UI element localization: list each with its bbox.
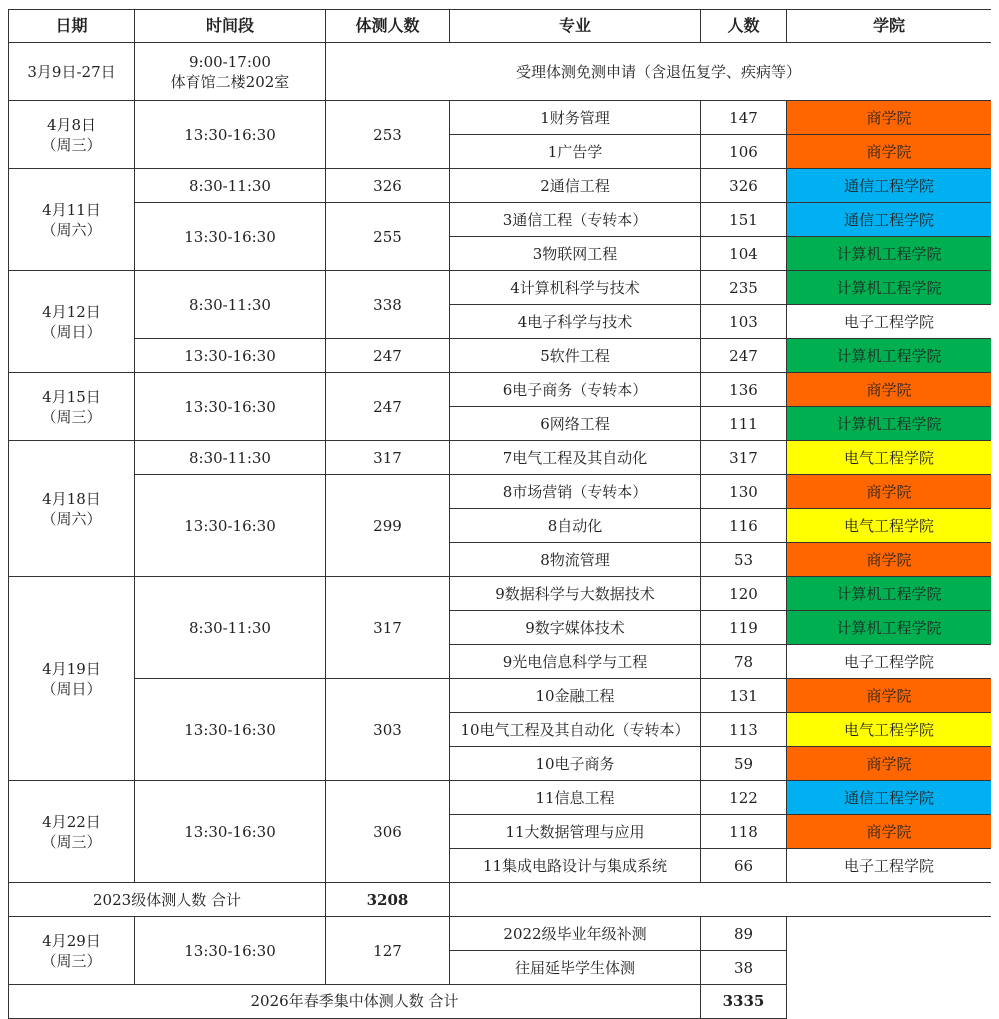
major-cell: 11大数据管理与应用 — [450, 815, 701, 849]
total-2023-row — [9, 883, 992, 917]
people-cell: 59 — [701, 747, 787, 781]
weekday-text: （周日） — [41, 322, 102, 341]
table-row — [9, 101, 992, 135]
date-cell — [9, 577, 135, 781]
count-cell: 255 — [326, 203, 450, 271]
major-cell: 11集成电路设计与集成系统 — [450, 849, 701, 883]
people-cell: 66 — [701, 849, 787, 883]
header-date: 日期 — [9, 10, 135, 43]
schedule-document — [8, 9, 991, 1019]
time-cell: 13:30-16:30 — [135, 339, 326, 373]
major-cell: 8物流管理 — [450, 543, 701, 577]
table-row — [9, 577, 992, 611]
college-cell: 商学院 — [787, 747, 992, 781]
weekday-text: （周日） — [41, 679, 102, 698]
grand-total-value: 3335 — [701, 985, 787, 1019]
college-cell: 电气工程学院 — [787, 441, 992, 475]
people-cell: 247 — [701, 339, 787, 373]
table-row — [9, 781, 992, 815]
major-cell: 6电子商务（专转本） — [450, 373, 701, 407]
makeup-college-blank — [787, 917, 992, 1019]
college-cell: 通信工程学院 — [787, 781, 992, 815]
people-cell: 120 — [701, 577, 787, 611]
college-cell: 通信工程学院 — [787, 169, 992, 203]
total-2023-value: 3208 — [326, 883, 450, 917]
college-cell: 电气工程学院 — [787, 713, 992, 747]
makeup-people-cell: 89 — [701, 917, 787, 951]
people-cell: 53 — [701, 543, 787, 577]
count-cell: 306 — [326, 781, 450, 883]
people-cell: 151 — [701, 203, 787, 237]
makeup-people-cell: 38 — [701, 951, 787, 985]
people-cell: 317 — [701, 441, 787, 475]
weekday-text: （周三） — [41, 832, 102, 851]
makeup-date-text: 4月29日 — [42, 931, 101, 950]
time-cell: 13:30-16:30 — [135, 679, 326, 781]
exemption-row — [9, 43, 992, 101]
count-cell: 326 — [326, 169, 450, 203]
table-row — [9, 441, 992, 475]
table-row — [9, 339, 992, 373]
date-text: 4月15日 — [42, 387, 101, 406]
weekday-text: （周六） — [41, 220, 102, 239]
header-count: 体测人数 — [326, 10, 450, 43]
major-cell: 7电气工程及其自动化 — [450, 441, 701, 475]
major-cell: 10电子商务 — [450, 747, 701, 781]
major-cell: 4电子科学与技术 — [450, 305, 701, 339]
college-cell: 电气工程学院 — [787, 509, 992, 543]
time-cell: 13:30-16:30 — [135, 373, 326, 441]
major-cell: 8市场营销（专转本） — [450, 475, 701, 509]
time-cell: 13:30-16:30 — [135, 781, 326, 883]
date-text: 4月8日 — [46, 115, 97, 134]
college-cell: 计算机工程学院 — [787, 339, 992, 373]
major-cell: 9光电信息科学与工程 — [450, 645, 701, 679]
people-cell: 106 — [701, 135, 787, 169]
people-cell: 78 — [701, 645, 787, 679]
count-cell: 317 — [326, 441, 450, 475]
makeup-date-cell — [9, 917, 135, 985]
exemption-time — [135, 43, 326, 101]
table-row — [9, 203, 992, 237]
major-cell: 9数字媒体技术 — [450, 611, 701, 645]
major-cell: 5软件工程 — [450, 339, 701, 373]
major-cell: 8自动化 — [450, 509, 701, 543]
people-cell: 147 — [701, 101, 787, 135]
exemption-time-hours: 9:00-17:00 — [189, 52, 271, 71]
date-text: 4月18日 — [42, 489, 101, 508]
people-cell: 326 — [701, 169, 787, 203]
total-2023-blank — [450, 883, 992, 917]
count-cell: 253 — [326, 101, 450, 169]
college-cell: 电子工程学院 — [787, 849, 992, 883]
date-cell — [9, 781, 135, 883]
makeup-major-cell: 2022级毕业年级补测 — [450, 917, 701, 951]
date-cell — [9, 271, 135, 373]
major-cell: 10金融工程 — [450, 679, 701, 713]
college-cell: 商学院 — [787, 101, 992, 135]
major-cell: 1财务管理 — [450, 101, 701, 135]
college-cell: 计算机工程学院 — [787, 577, 992, 611]
header-major: 专业 — [450, 10, 701, 43]
header-row — [9, 10, 992, 43]
table-row — [9, 475, 992, 509]
exemption-location: 体育馆二楼202室 — [170, 72, 290, 91]
people-cell: 103 — [701, 305, 787, 339]
count-cell: 247 — [326, 373, 450, 441]
college-cell: 计算机工程学院 — [787, 407, 992, 441]
table-row — [9, 679, 992, 713]
date-cell — [9, 169, 135, 271]
major-cell: 6网络工程 — [450, 407, 701, 441]
date-cell — [9, 441, 135, 577]
college-cell: 通信工程学院 — [787, 203, 992, 237]
makeup-row — [9, 917, 992, 951]
college-cell: 计算机工程学院 — [787, 611, 992, 645]
major-cell: 2通信工程 — [450, 169, 701, 203]
makeup-weekday-text: （周三） — [41, 951, 102, 970]
time-cell: 13:30-16:30 — [135, 101, 326, 169]
people-cell: 111 — [701, 407, 787, 441]
makeup-time-cell: 13:30-16:30 — [135, 917, 326, 985]
weekday-text: （周三） — [41, 135, 102, 154]
time-cell: 8:30-11:30 — [135, 441, 326, 475]
exemption-note: 受理体测免测申请（含退伍复学、疾病等） — [326, 43, 992, 101]
date-text: 4月11日 — [42, 200, 101, 219]
college-cell: 商学院 — [787, 135, 992, 169]
people-cell: 122 — [701, 781, 787, 815]
count-cell: 317 — [326, 577, 450, 679]
count-cell: 338 — [326, 271, 450, 339]
major-cell: 1广告学 — [450, 135, 701, 169]
makeup-count-cell: 127 — [326, 917, 450, 985]
exemption-date: 3月9日-27日 — [9, 43, 135, 101]
weekday-text: （周六） — [41, 509, 102, 528]
date-text: 4月12日 — [42, 302, 101, 321]
people-cell: 119 — [701, 611, 787, 645]
major-cell: 4计算机科学与技术 — [450, 271, 701, 305]
schedule-table — [8, 9, 991, 1019]
time-cell: 8:30-11:30 — [135, 577, 326, 679]
college-cell: 电子工程学院 — [787, 645, 992, 679]
table-row — [9, 373, 992, 407]
major-cell: 3物联网工程 — [450, 237, 701, 271]
major-cell: 10电气工程及其自动化（专转本） — [450, 713, 701, 747]
time-cell: 13:30-16:30 — [135, 203, 326, 271]
time-cell: 8:30-11:30 — [135, 271, 326, 339]
header-college: 学院 — [787, 10, 992, 43]
grand-total-label: 2026年春季集中体测人数 合计 — [9, 985, 701, 1019]
table-row — [9, 169, 992, 203]
major-cell: 11信息工程 — [450, 781, 701, 815]
count-cell: 303 — [326, 679, 450, 781]
weekday-text: （周三） — [41, 407, 102, 426]
date-cell — [9, 373, 135, 441]
college-cell: 商学院 — [787, 475, 992, 509]
date-text: 4月22日 — [42, 812, 101, 831]
people-cell: 113 — [701, 713, 787, 747]
time-cell: 13:30-16:30 — [135, 475, 326, 577]
people-cell: 104 — [701, 237, 787, 271]
makeup-major-cell: 往届延毕学生体测 — [450, 951, 701, 985]
count-cell: 299 — [326, 475, 450, 577]
date-cell — [9, 101, 135, 169]
table-row — [9, 271, 992, 305]
people-cell: 118 — [701, 815, 787, 849]
people-cell: 130 — [701, 475, 787, 509]
people-cell: 235 — [701, 271, 787, 305]
people-cell: 136 — [701, 373, 787, 407]
college-cell: 计算机工程学院 — [787, 271, 992, 305]
total-2023-label: 2023级体测人数 合计 — [9, 883, 326, 917]
time-cell: 8:30-11:30 — [135, 169, 326, 203]
count-cell: 247 — [326, 339, 450, 373]
college-cell: 商学院 — [787, 543, 992, 577]
people-cell: 131 — [701, 679, 787, 713]
header-time: 时间段 — [135, 10, 326, 43]
college-cell: 商学院 — [787, 815, 992, 849]
college-cell: 电子工程学院 — [787, 305, 992, 339]
major-cell: 9数据科学与大数据技术 — [450, 577, 701, 611]
college-cell: 商学院 — [787, 679, 992, 713]
people-cell: 116 — [701, 509, 787, 543]
college-cell: 计算机工程学院 — [787, 237, 992, 271]
header-people: 人数 — [701, 10, 787, 43]
college-cell: 商学院 — [787, 373, 992, 407]
date-text: 4月19日 — [42, 659, 101, 678]
major-cell: 3通信工程（专转本） — [450, 203, 701, 237]
